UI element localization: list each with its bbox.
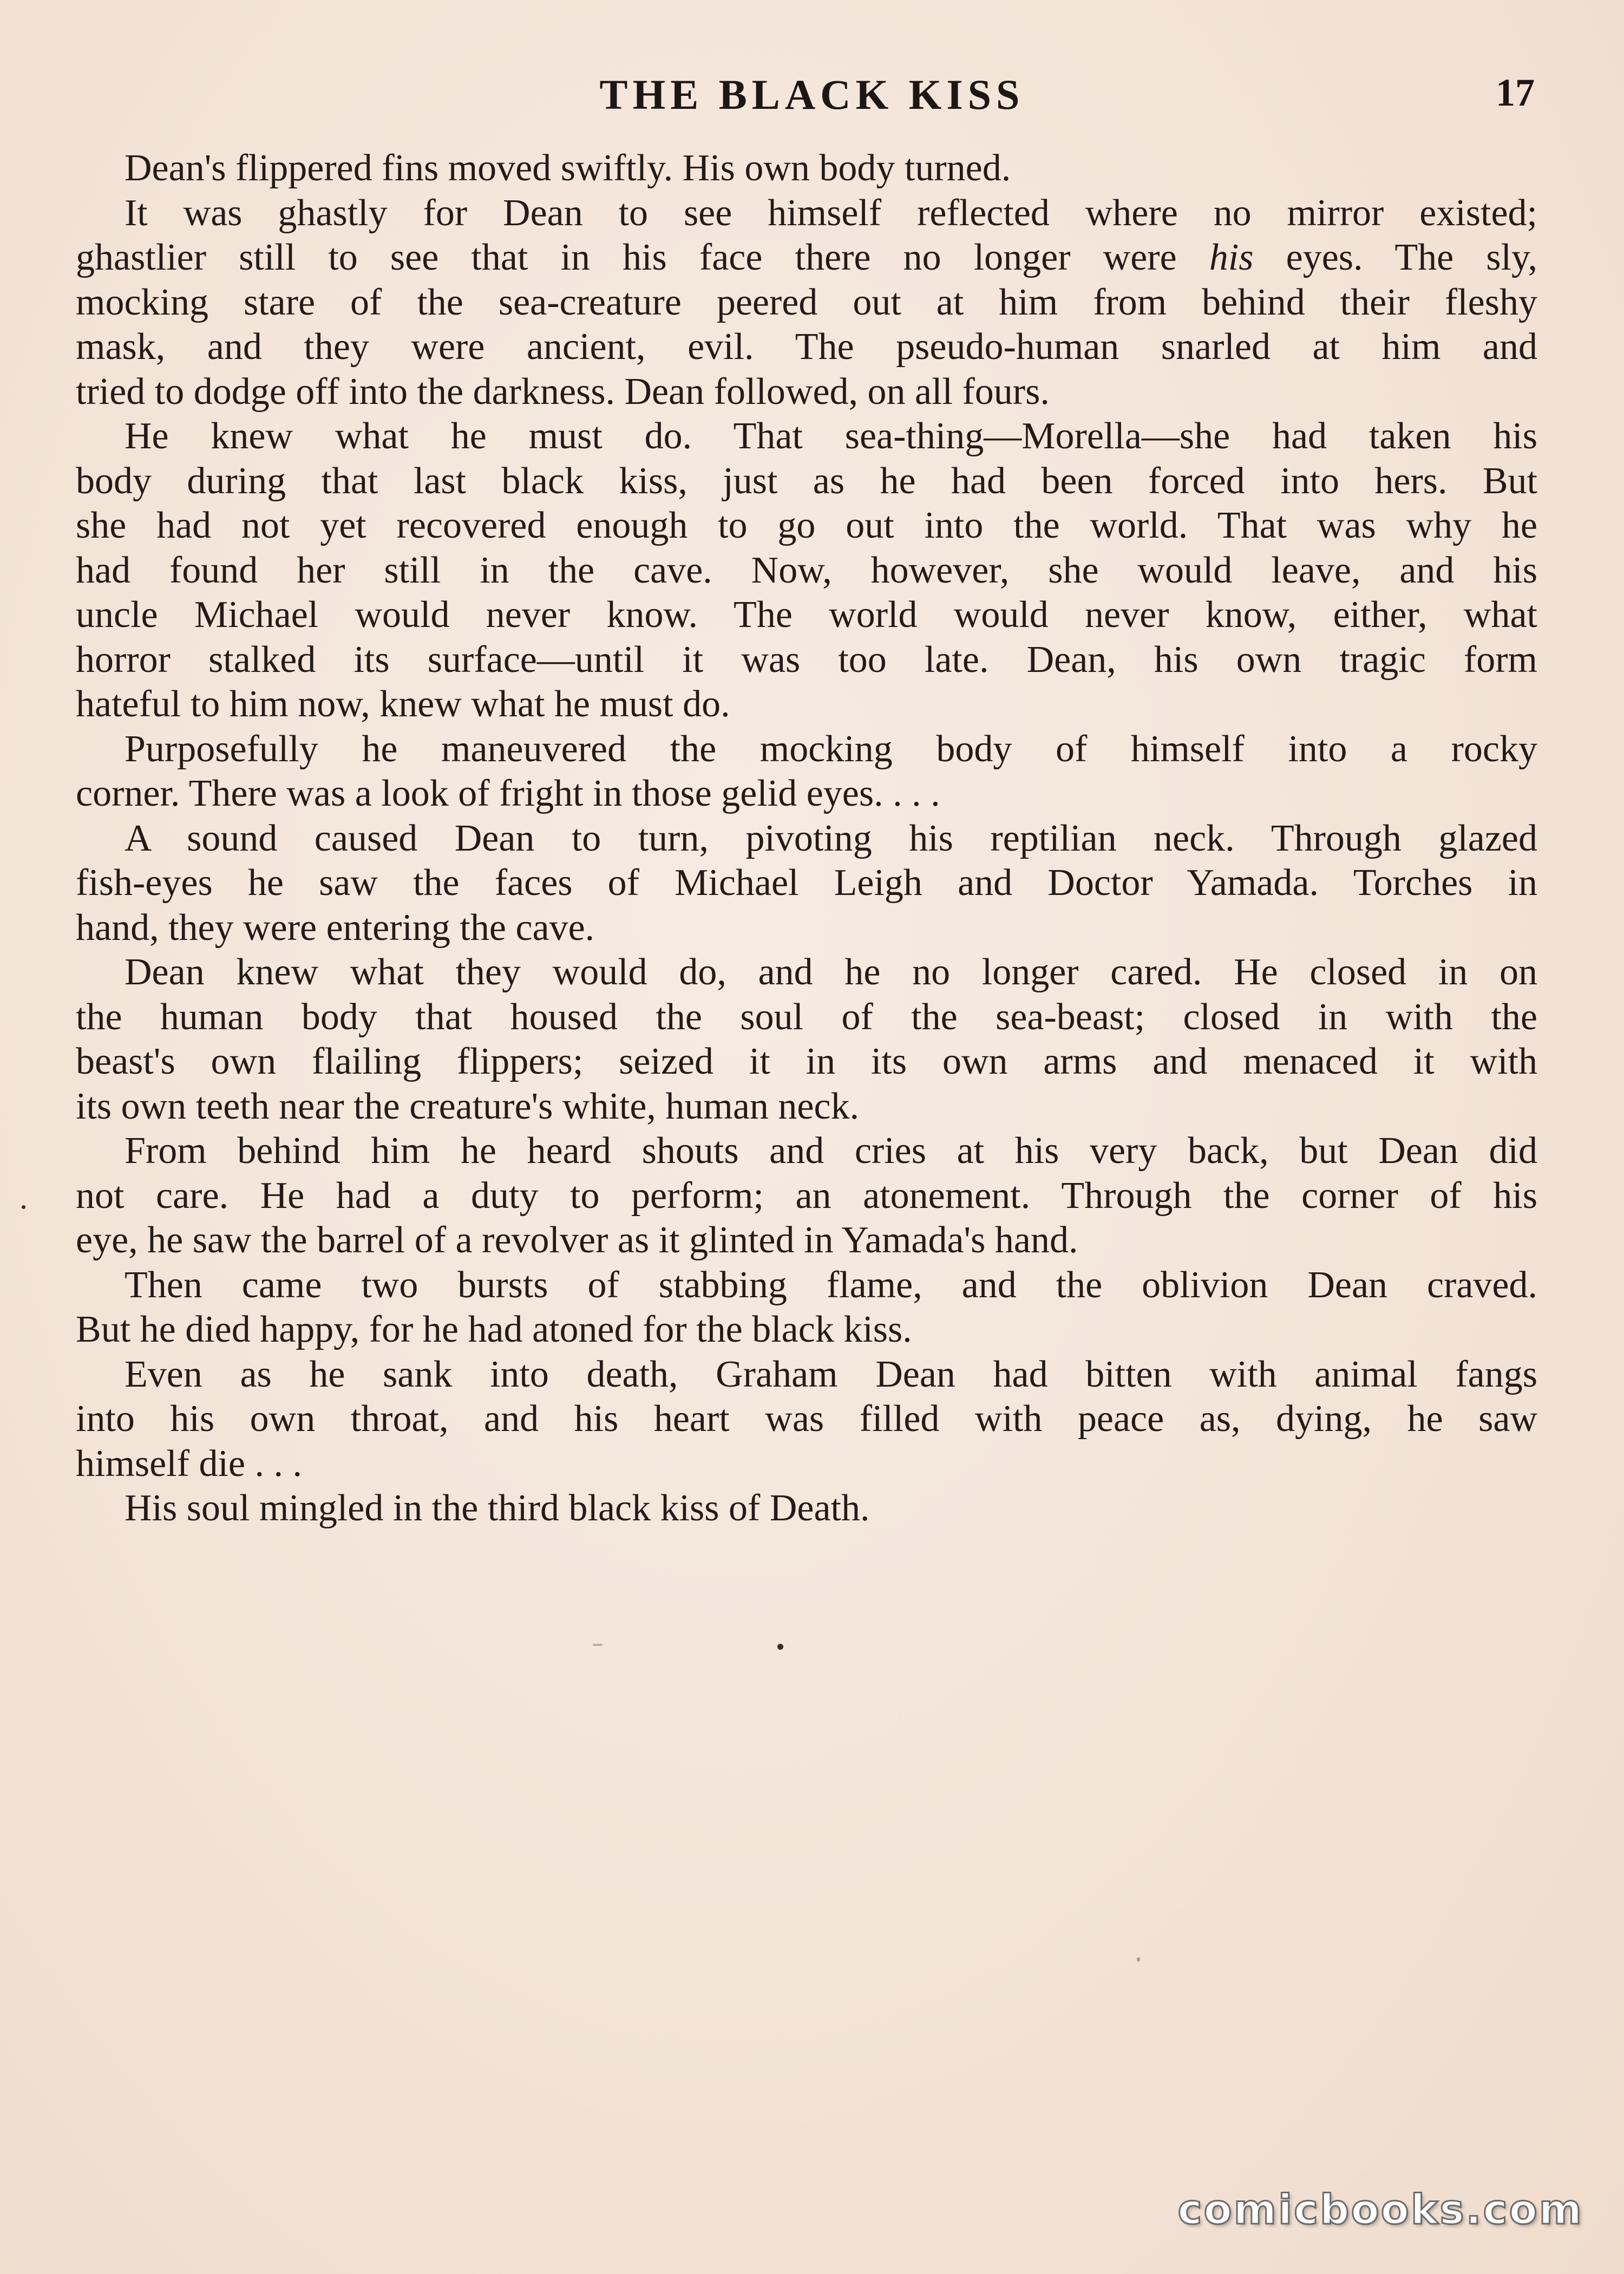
text-line: into his own throat, and his heart was filled with peace as, dying, he saw (76, 1398, 1537, 1440)
paragraph (76, 727, 1537, 816)
text-line: mocking stare of the sea-creature peered out at him from behind their fleshy (76, 281, 1537, 323)
text-line: eye, he saw the barrel of a revolver as it glinted in Yamada's hand. (76, 1219, 1078, 1261)
text-line: the human body that housed the soul of the sea-beast; closed in with the (76, 996, 1537, 1038)
running-title: THE BLACK KISS (599, 71, 1025, 118)
text-line: hateful to him now, knew what he must do. (76, 683, 730, 725)
text-line: A sound caused Dean to turn, pivoting his reptilian neck. Through glazed (125, 817, 1537, 859)
paragraph (76, 191, 1537, 415)
text-line: hand, they were entering the cave. (76, 906, 595, 949)
text-line: fish-eyes he saw the faces of Michael Leigh and Doctor Yamada. Torches in (76, 862, 1537, 904)
paragraph (76, 816, 1537, 951)
print-speck (1137, 1957, 1140, 1962)
text-line: He knew what he must do. That sea-thing—Morella—she had taken his (125, 415, 1537, 457)
text-line: body during that last black kiss, just as he had been forced into hers. But (76, 460, 1537, 502)
paragraph (76, 1129, 1537, 1263)
text-line: himself die . . . (76, 1442, 302, 1485)
text-line: ghastlier still to see that in his face there no longer were his eyes. The sly, (76, 237, 1537, 278)
text-line: But he died happy, for he had atoned for the black kiss. (76, 1309, 912, 1350)
text-line: she had not yet recovered enough to go out into the world. That was why he (76, 505, 1537, 546)
text-line: horror stalked its surface—until it was too late. Dean, his own tragic form (76, 638, 1537, 681)
text-line: not care. He had a duty to perform; an atonement. Through the corner of his (76, 1174, 1537, 1217)
text-line: His soul mingled in the third black kiss of Death. (125, 1487, 870, 1529)
paragraph (76, 414, 1537, 727)
text-line: Dean's flippered fins moved swiftly. His own body turned. (125, 147, 1011, 189)
text-line: had found her still in the cave. Now, however, she would leave, and his (76, 549, 1537, 591)
text-line: corner. There was a look of fright in those gelid eyes. . . . (76, 773, 940, 814)
text-line: its own teeth near the creature's white, human neck. (76, 1085, 860, 1127)
print-speck (22, 1205, 25, 1209)
text-line: uncle Michael would never know. The world would never know, either, what (76, 594, 1537, 636)
text-line: mask, and they were ancient, evil. The pseudo-human snarled at him and (76, 326, 1537, 368)
paragraph (76, 1486, 1537, 1531)
text-line: Dean knew what they would do, and he no longer cared. He closed in on (125, 951, 1537, 993)
text-line: It was ghastly for Dean to see himself reflected where no mirror existed; (125, 192, 1537, 234)
paragraph (76, 1263, 1537, 1352)
print-speck (593, 1644, 603, 1646)
running-header (0, 70, 1624, 125)
emphasis: his (1209, 237, 1254, 278)
paragraph (76, 950, 1537, 1129)
text-line: From behind him he heard shouts and cries at his very back, but Dean did (125, 1130, 1537, 1172)
text-line: Then came two bursts of stabbing flame, and the oblivion Dean craved. (125, 1264, 1537, 1306)
text-line: beast's own flailing flippers; seized it in its own arms and menaced it with (76, 1041, 1537, 1082)
site-watermark: comicbooks.com (1177, 2185, 1583, 2233)
story-text (76, 146, 1537, 1531)
page-number: 17 (1496, 71, 1535, 114)
paragraph (76, 1352, 1537, 1487)
text-line: Even as he sank into death, Graham Dean had bitten with animal fangs (125, 1353, 1537, 1395)
paragraph (76, 146, 1537, 191)
text-line: Purposefully he maneuvered the mocking body of himself into a rocky (125, 728, 1537, 770)
print-speck (777, 1644, 783, 1650)
text-line: tried to dodge off into the darkness. Dean followed, on all fours. (76, 370, 1050, 413)
